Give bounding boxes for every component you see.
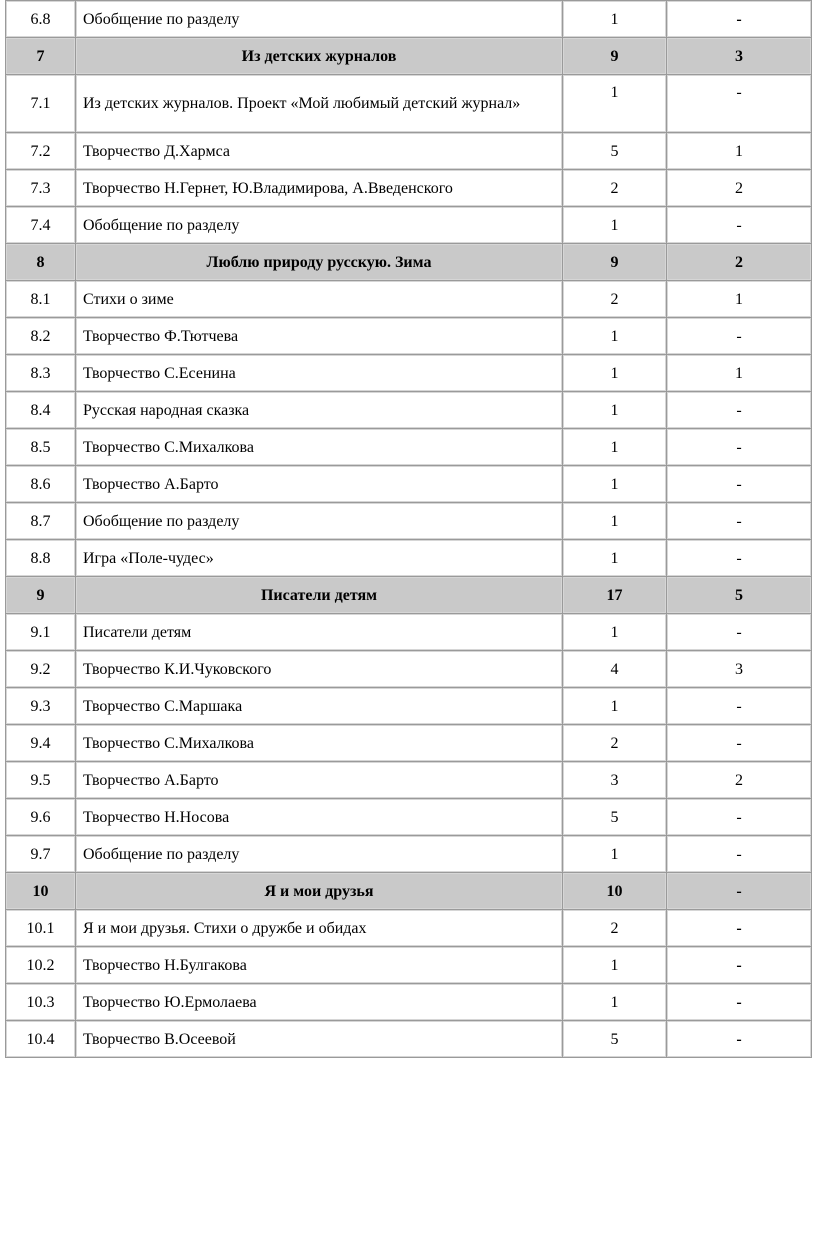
row-hours: 9 (563, 38, 667, 75)
row-title: Творчество С.Маршака (76, 688, 563, 725)
row-extra: - (667, 540, 812, 577)
row-extra: - (667, 392, 812, 429)
row-hours: 1 (563, 836, 667, 873)
row-extra: 1 (667, 355, 812, 392)
row-number: 9.2 (6, 651, 76, 688)
row-title: Обобщение по разделу (76, 503, 563, 540)
table-row (6, 75, 812, 133)
row-hours: 1 (563, 392, 667, 429)
row-number: 8.4 (6, 392, 76, 429)
table-row (6, 133, 812, 170)
row-number: 10.4 (6, 1021, 76, 1058)
row-hours: 1 (563, 947, 667, 984)
table-row (6, 540, 812, 577)
row-extra: - (667, 75, 812, 133)
row-number: 7.3 (6, 170, 76, 207)
table-row (6, 429, 812, 466)
row-title: Творчество Д.Хармса (76, 133, 563, 170)
row-number: 9.7 (6, 836, 76, 873)
table-row (6, 651, 812, 688)
row-hours: 1 (563, 466, 667, 503)
row-title: Игра «Поле-чудес» (76, 540, 563, 577)
row-title: Творчество Н.Носова (76, 799, 563, 836)
row-hours: 1 (563, 1, 667, 38)
table-row (6, 392, 812, 429)
row-hours: 2 (563, 725, 667, 762)
row-title: Из детских журналов. Проект «Мой любимый детский журнал» (76, 75, 563, 133)
row-extra: 2 (667, 244, 812, 281)
row-title: Творчество А.Барто (76, 762, 563, 799)
row-extra: - (667, 836, 812, 873)
row-number: 9.5 (6, 762, 76, 799)
row-extra: - (667, 984, 812, 1021)
row-number: 8.5 (6, 429, 76, 466)
row-title: Творчество В.Осеевой (76, 1021, 563, 1058)
row-number: 10.2 (6, 947, 76, 984)
row-hours: 1 (563, 429, 667, 466)
row-title: Творчество С.Есенина (76, 355, 563, 392)
table-row (6, 688, 812, 725)
row-number: 10.1 (6, 910, 76, 947)
row-extra: 3 (667, 38, 812, 75)
row-hours: 1 (563, 318, 667, 355)
table-row (6, 318, 812, 355)
row-hours: 1 (563, 207, 667, 244)
row-number: 8.1 (6, 281, 76, 318)
row-title: Стихи о зиме (76, 281, 563, 318)
row-number: 7.2 (6, 133, 76, 170)
row-number: 10.3 (6, 984, 76, 1021)
row-hours: 9 (563, 244, 667, 281)
table-row (6, 762, 812, 799)
row-title: Творчество Ф.Тютчева (76, 318, 563, 355)
row-extra: - (667, 873, 812, 910)
row-hours: 1 (563, 355, 667, 392)
row-extra: - (667, 503, 812, 540)
row-extra: - (667, 429, 812, 466)
table-row (6, 170, 812, 207)
table-row (6, 984, 812, 1021)
table-row (6, 910, 812, 947)
row-number: 8.2 (6, 318, 76, 355)
row-hours: 1 (563, 503, 667, 540)
row-number: 7 (6, 38, 76, 75)
row-number: 9.1 (6, 614, 76, 651)
row-hours: 3 (563, 762, 667, 799)
row-number: 7.4 (6, 207, 76, 244)
row-number: 6.8 (6, 1, 76, 38)
row-extra: - (667, 1021, 812, 1058)
section-row (6, 38, 812, 75)
row-hours: 1 (563, 540, 667, 577)
row-hours: 2 (563, 170, 667, 207)
table-row (6, 1021, 812, 1058)
row-hours: 5 (563, 1021, 667, 1058)
table-row (6, 207, 812, 244)
row-hours: 2 (563, 910, 667, 947)
table-row (6, 355, 812, 392)
section-row (6, 577, 812, 614)
row-extra: 2 (667, 170, 812, 207)
row-hours: 1 (563, 984, 667, 1021)
row-extra: 3 (667, 651, 812, 688)
row-hours: 4 (563, 651, 667, 688)
row-number: 9 (6, 577, 76, 614)
row-hours: 5 (563, 133, 667, 170)
section-row (6, 244, 812, 281)
row-number: 9.4 (6, 725, 76, 762)
row-title: Писатели детям (76, 577, 563, 614)
row-title: Обобщение по разделу (76, 1, 563, 38)
row-title: Обобщение по разделу (76, 836, 563, 873)
row-hours: 1 (563, 75, 667, 133)
row-title: Творчество К.И.Чуковского (76, 651, 563, 688)
row-hours: 2 (563, 281, 667, 318)
table-row (6, 799, 812, 836)
row-title: Творчество А.Барто (76, 466, 563, 503)
row-extra: - (667, 688, 812, 725)
row-number: 8.7 (6, 503, 76, 540)
row-title: Творчество С.Михалкова (76, 429, 563, 466)
table-row (6, 281, 812, 318)
table-row (6, 503, 812, 540)
row-title: Я и мои друзья (76, 873, 563, 910)
row-number: 8.8 (6, 540, 76, 577)
row-title: Русская народная сказка (76, 392, 563, 429)
row-extra: - (667, 466, 812, 503)
row-extra: - (667, 207, 812, 244)
row-title: Творчество С.Михалкова (76, 725, 563, 762)
row-number: 8.6 (6, 466, 76, 503)
row-number: 9.6 (6, 799, 76, 836)
row-number: 9.3 (6, 688, 76, 725)
row-extra: - (667, 725, 812, 762)
row-extra: - (667, 614, 812, 651)
row-extra: - (667, 910, 812, 947)
section-row (6, 873, 812, 910)
row-number: 8.3 (6, 355, 76, 392)
row-title: Обобщение по разделу (76, 207, 563, 244)
row-hours: 5 (563, 799, 667, 836)
row-title: Творчество Н.Булгакова (76, 947, 563, 984)
table-row (6, 836, 812, 873)
row-extra: - (667, 1, 812, 38)
row-title: Творчество Ю.Ермолаева (76, 984, 563, 1021)
row-extra: - (667, 318, 812, 355)
row-hours: 10 (563, 873, 667, 910)
row-extra: 5 (667, 577, 812, 614)
row-extra: 2 (667, 762, 812, 799)
row-extra: 1 (667, 133, 812, 170)
row-number: 10 (6, 873, 76, 910)
row-title: Писатели детям (76, 614, 563, 651)
row-hours: 17 (563, 577, 667, 614)
row-hours: 1 (563, 614, 667, 651)
row-hours: 1 (563, 688, 667, 725)
lesson-plan-table (5, 0, 812, 1058)
table-row (6, 947, 812, 984)
row-title: Творчество Н.Гернет, Ю.Владимирова, А.Введенского (76, 170, 563, 207)
row-extra: - (667, 947, 812, 984)
row-number: 7.1 (6, 75, 76, 133)
row-title: Люблю природу русскую. Зима (76, 244, 563, 281)
row-title: Я и мои друзья. Стихи о дружбе и обидах (76, 910, 563, 947)
row-extra: - (667, 799, 812, 836)
table-row (6, 725, 812, 762)
table-row (6, 614, 812, 651)
table-row (6, 466, 812, 503)
table-row (6, 1, 812, 38)
row-extra: 1 (667, 281, 812, 318)
lesson-plan-body (6, 1, 812, 1058)
row-title: Из детских журналов (76, 38, 563, 75)
row-number: 8 (6, 244, 76, 281)
